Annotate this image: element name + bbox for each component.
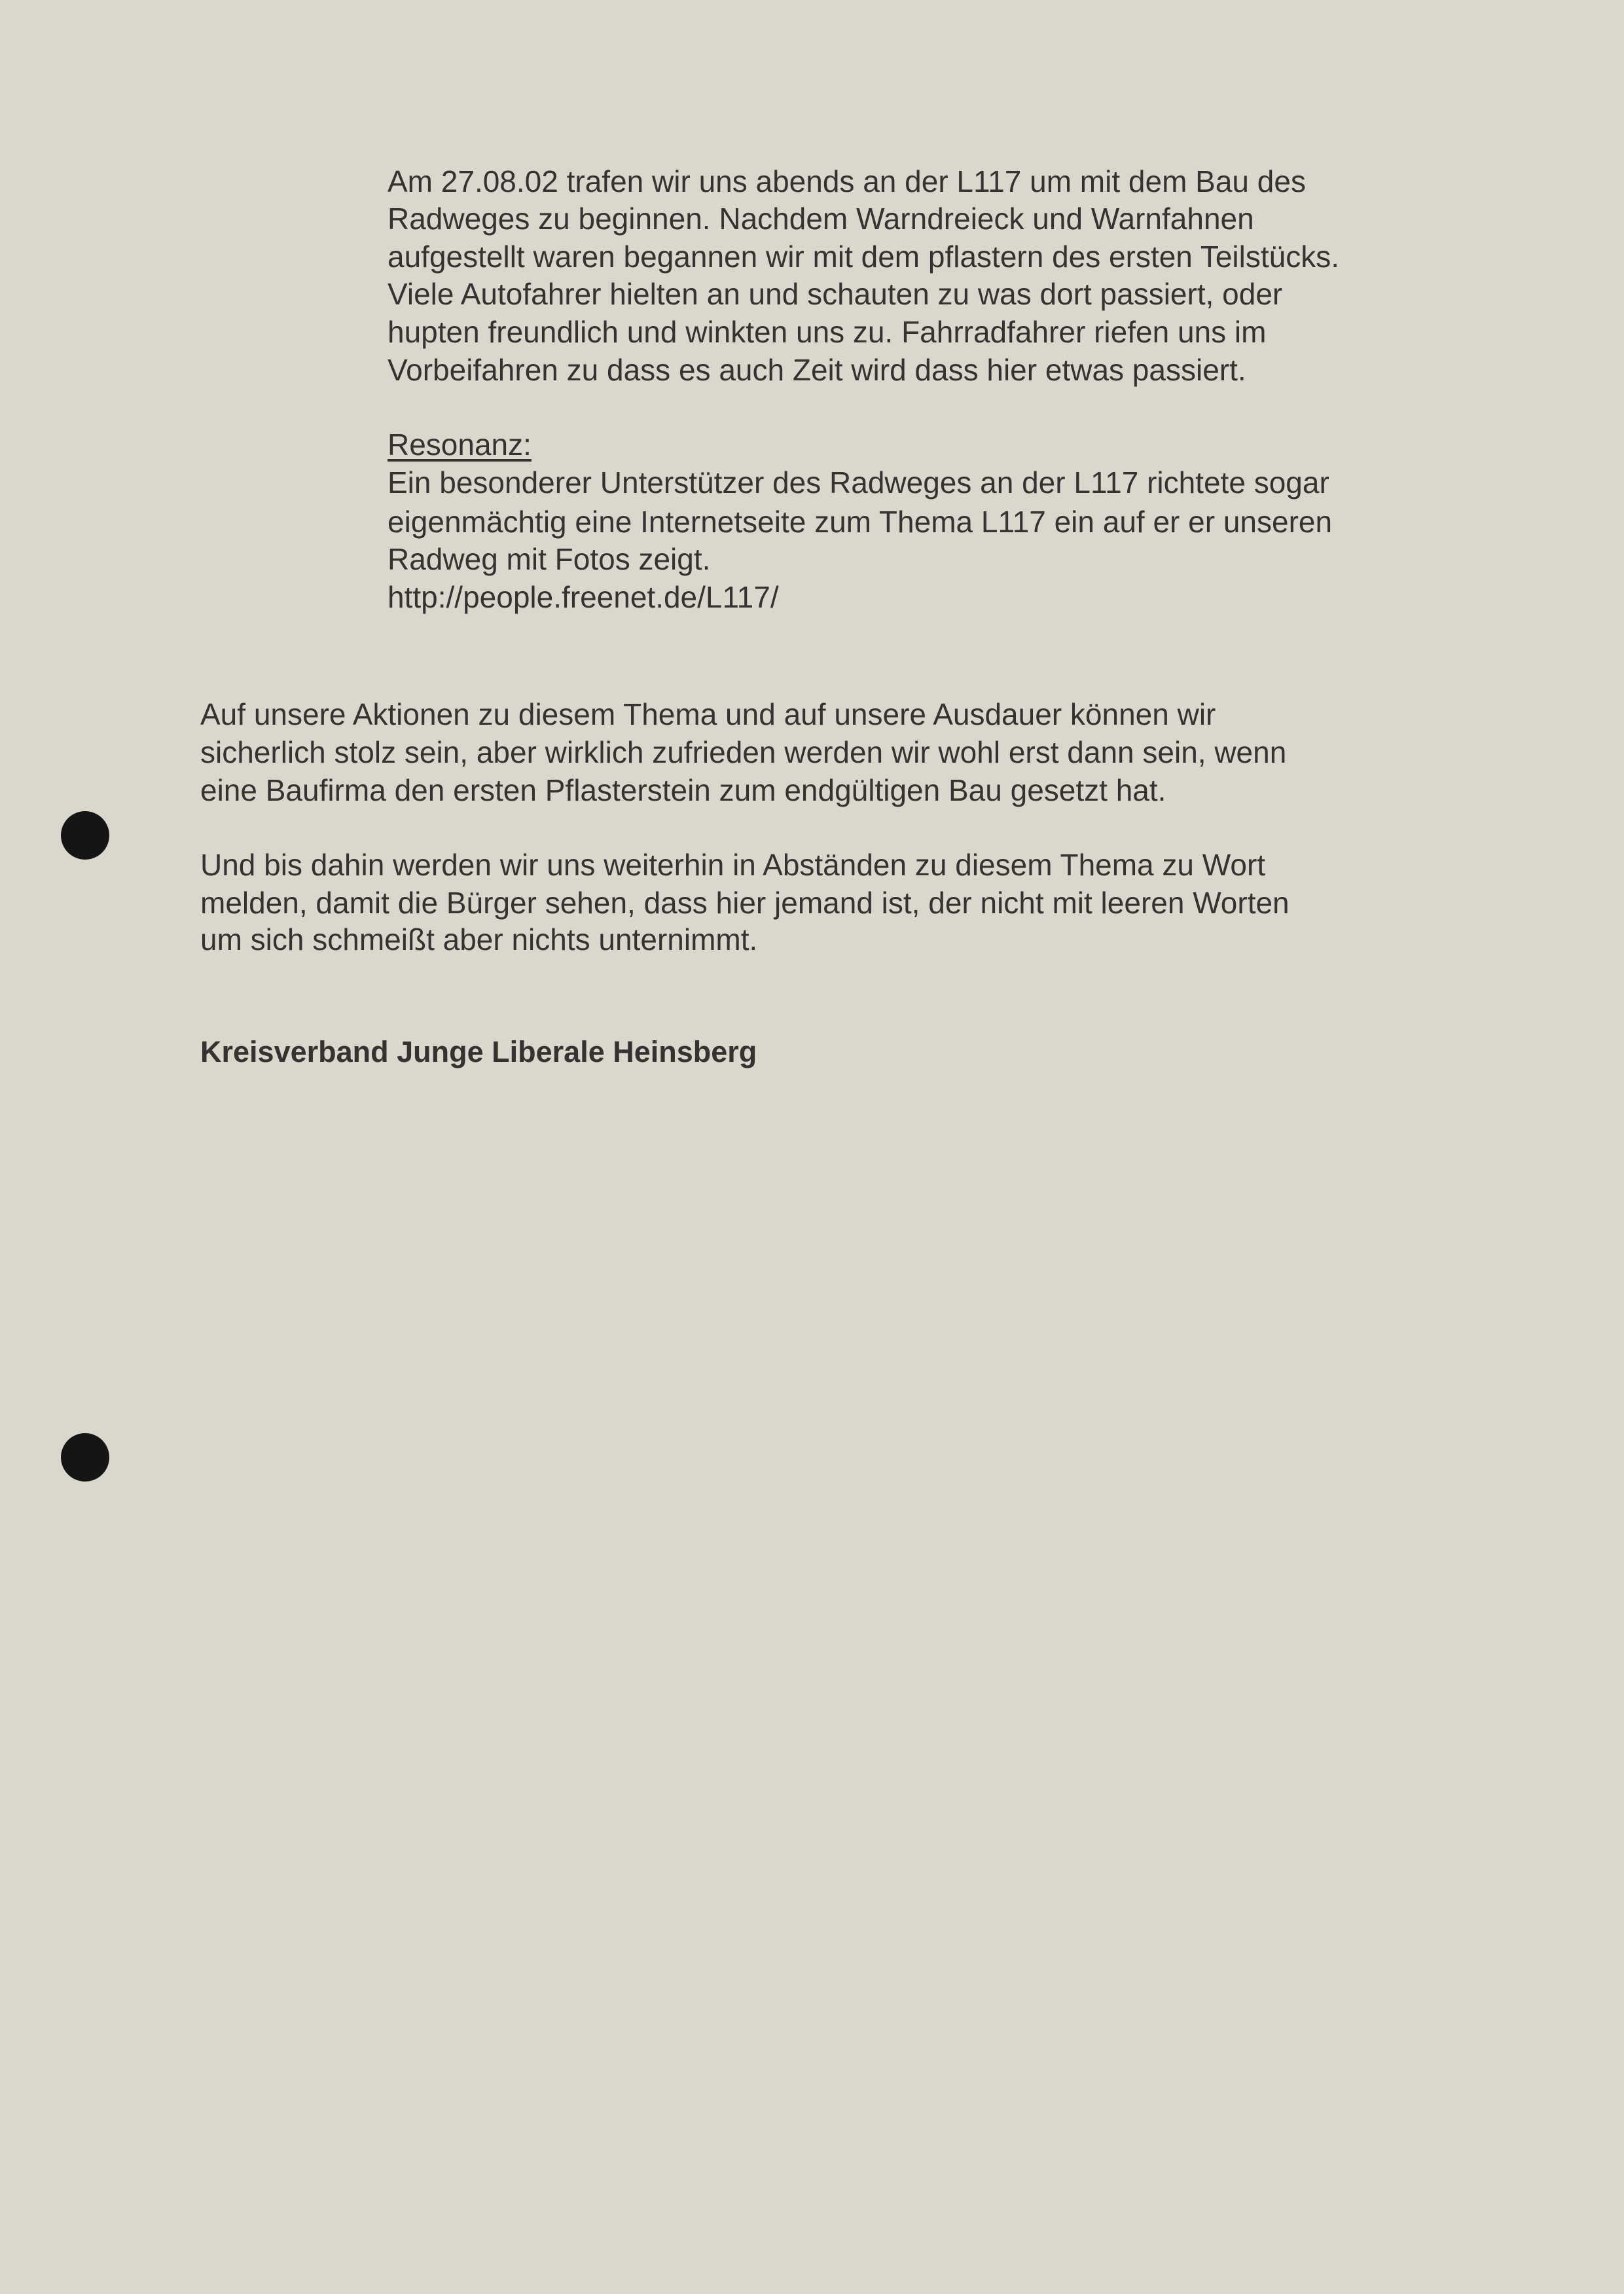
- text-line: Und bis dahin werden wir uns weiterhin in Abständen zu diesem Thema zu Wort: [200, 848, 1266, 882]
- text-line: aufgestellt waren begannen wir mit dem pflastern des ersten Teilstücks.: [388, 240, 1340, 274]
- text-line: Ein besonderer Unterstützer des Radweges an der L117 richtete sogar: [388, 465, 1329, 500]
- text-line: Am 27.08.02 trafen wir uns abends an der L117 um mit dem Bau des: [388, 164, 1306, 198]
- section-heading: Resonanz:: [388, 428, 532, 462]
- punch-hole-top: [61, 811, 109, 860]
- punch-hole-bottom: [61, 1433, 109, 1482]
- text-line: Vorbeifahren zu dass es auch Zeit wird dass hier etwas passiert.: [388, 353, 1246, 387]
- text-line: Radweges zu beginnen. Nachdem Warndreieck und Warnfahnen: [388, 202, 1254, 236]
- text-line: melden, damit die Bürger sehen, dass hier jemand ist, der nicht mit leeren Worten: [200, 886, 1290, 920]
- text-line: um sich schmeißt aber nichts unternimmt.: [200, 922, 758, 956]
- website-url: http://people.freenet.de/L117/: [388, 580, 779, 614]
- text-line: hupten freundlich und winkten uns zu. Fahrradfahrer riefen uns im: [388, 315, 1267, 349]
- text-line: Radweg mit Fotos zeigt.: [388, 542, 711, 576]
- text-line: Auf unsere Aktionen zu diesem Thema und auf unsere Ausdauer können wir: [200, 697, 1216, 731]
- signature: Kreisverband Junge Liberale Heinsberg: [200, 1035, 757, 1068]
- text-line: eine Baufirma den ersten Pflasterstein zum endgültigen Bau gesetzt hat.: [200, 773, 1166, 807]
- text-line: eigenmächtig eine Internetseite zum Thema L117 ein auf er er unseren: [388, 505, 1333, 539]
- text-line: Viele Autofahrer hielten an und schauten zu was dort passiert, oder: [388, 277, 1283, 311]
- text-line: sicherlich stolz sein, aber wirklich zufrieden werden wir wohl erst dann sein, wenn: [200, 735, 1287, 769]
